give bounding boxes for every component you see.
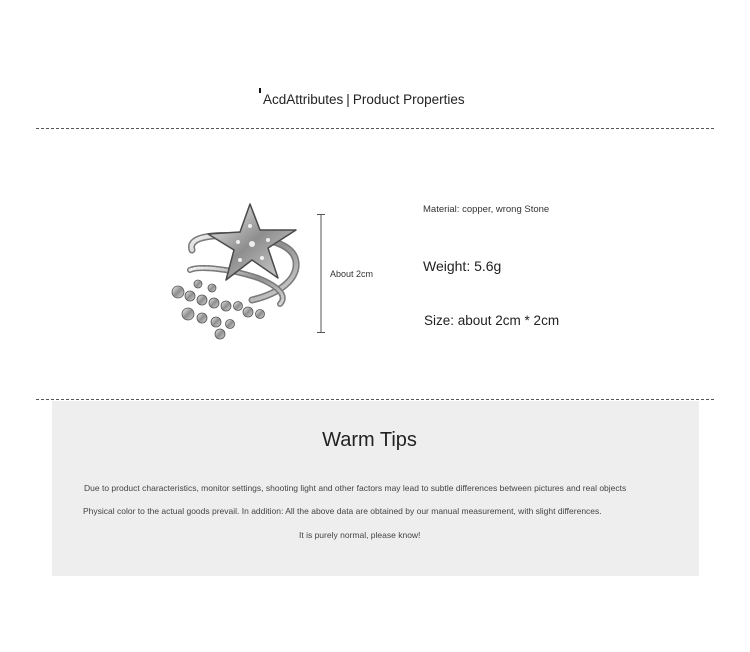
warm-tips-panel (52, 401, 699, 576)
warm-tips-title: Warm Tips (322, 429, 417, 451)
header-separator: | (346, 92, 350, 107)
size-spec: Size: about 2cm * 2cm (424, 313, 560, 328)
section-header (263, 92, 465, 107)
tips-line: Physical color to the actual goods prevail. In addition: All the above data are obtained by our manual measurement, with slight differences. (83, 506, 602, 516)
header-tick-mark (259, 88, 261, 93)
top-dashed-divider (36, 128, 714, 129)
header-right-label: Product Properties (352, 92, 465, 107)
weight-spec: Weight: 5.6g (423, 258, 502, 274)
tips-line: It is purely normal, please know! (299, 530, 421, 540)
material-spec: Material: copper, wrong Stone (423, 204, 550, 215)
bottom-dashed-divider (36, 399, 714, 400)
dimension-bracket (316, 214, 326, 333)
tips-line: Due to product characteristics, monitor settings, shooting light and other factors may lead to subtle differences between pictures and real objects (84, 483, 627, 493)
dimension-label: About 2cm (330, 269, 374, 279)
header-left-label: AcdAttributes (263, 92, 344, 107)
star-ring-image (168, 200, 304, 340)
